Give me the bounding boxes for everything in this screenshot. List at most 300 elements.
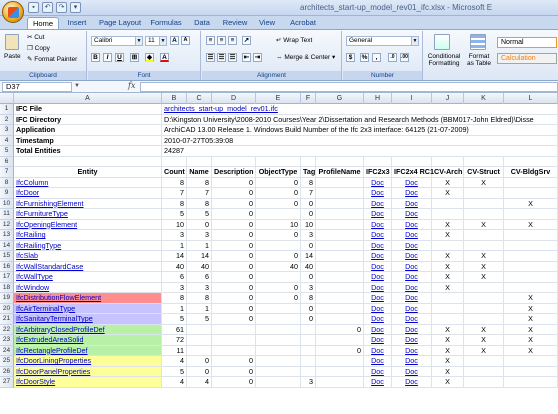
doc-link[interactable]: Doc xyxy=(392,241,432,252)
table-cell[interactable]: X xyxy=(504,220,558,231)
table-cell[interactable] xyxy=(464,209,504,220)
table-cell[interactable]: 8 xyxy=(301,293,316,304)
table-cell[interactable]: 6 xyxy=(162,272,187,283)
table-cell[interactable]: 0 xyxy=(301,304,316,315)
row-header[interactable]: 4 xyxy=(0,136,14,147)
table-cell[interactable] xyxy=(464,314,504,325)
table-cell[interactable]: 0 xyxy=(256,230,301,241)
entity-link[interactable]: IfcDoorLiningProperties xyxy=(14,356,162,367)
table-cell[interactable] xyxy=(504,272,558,283)
table-cell[interactable]: 0 xyxy=(256,251,301,262)
table-cell[interactable]: 0 xyxy=(212,272,256,283)
table-cell[interactable] xyxy=(504,356,558,367)
doc-link[interactable]: Doc xyxy=(392,314,432,325)
table-cell[interactable]: 8 xyxy=(187,293,212,304)
table-cell[interactable]: 0 xyxy=(256,199,301,210)
format-painter-button[interactable] xyxy=(27,56,77,64)
table-cell[interactable] xyxy=(316,199,364,210)
tab-acrobat[interactable]: Acrobat xyxy=(290,18,316,27)
table-cell[interactable] xyxy=(301,356,316,367)
table-cell[interactable]: X xyxy=(464,220,504,231)
column-title[interactable]: CV-Struct xyxy=(464,167,504,178)
row-header[interactable]: 22 xyxy=(0,325,14,336)
table-cell[interactable] xyxy=(316,188,364,199)
doc-link[interactable]: Doc xyxy=(364,241,392,252)
name-box[interactable]: D37 xyxy=(2,82,72,92)
decrease-decimal-icon[interactable]: .00 xyxy=(401,54,408,60)
doc-link[interactable]: Doc xyxy=(364,251,392,262)
doc-link[interactable]: Doc xyxy=(364,262,392,273)
table-cell[interactable]: 3 xyxy=(162,230,187,241)
row-header[interactable]: 21 xyxy=(0,314,14,325)
column-header[interactable]: C xyxy=(187,93,212,104)
orientation-icon[interactable]: ↗ xyxy=(243,37,250,44)
table-cell[interactable] xyxy=(301,325,316,336)
table-cell[interactable]: X xyxy=(464,251,504,262)
table-cell[interactable]: 0 xyxy=(301,241,316,252)
table-cell[interactable]: 6 xyxy=(187,272,212,283)
table-cell[interactable]: 0 xyxy=(256,283,301,294)
paste-icon[interactable] xyxy=(5,34,19,50)
table-cell[interactable]: 14 xyxy=(187,251,212,262)
row-header[interactable]: 19 xyxy=(0,293,14,304)
table-cell[interactable]: 0 xyxy=(212,293,256,304)
column-header[interactable]: J xyxy=(432,93,464,104)
row-header[interactable]: 26 xyxy=(0,367,14,378)
table-cell[interactable]: 8 xyxy=(187,199,212,210)
column-title[interactable]: ObjectType xyxy=(256,167,301,178)
entity-link[interactable]: IfcRailing xyxy=(14,230,162,241)
table-cell[interactable] xyxy=(432,157,464,168)
column-title[interactable]: CV-BldgSrv xyxy=(504,167,558,178)
table-cell[interactable]: 61 xyxy=(162,325,187,336)
row-header[interactable]: 17 xyxy=(0,272,14,283)
doc-link[interactable]: Doc xyxy=(392,199,432,210)
table-cell[interactable]: 3 xyxy=(301,283,316,294)
table-cell[interactable]: 40 xyxy=(187,262,212,273)
style-normal[interactable]: Normal xyxy=(497,37,557,48)
font-name-combo[interactable] xyxy=(91,36,143,46)
table-cell[interactable]: 0 xyxy=(212,178,256,189)
table-cell[interactable]: X xyxy=(432,188,464,199)
font-color-icon[interactable]: A xyxy=(160,53,169,62)
tab-view[interactable]: View xyxy=(258,18,276,27)
entity-link[interactable]: IfcFurnishingElement xyxy=(14,199,162,210)
column-header[interactable]: L xyxy=(504,93,558,104)
table-cell[interactable] xyxy=(464,157,504,168)
table-cell[interactable] xyxy=(316,283,364,294)
table-cell[interactable]: 5 xyxy=(162,314,187,325)
table-cell[interactable]: 4 xyxy=(162,377,187,388)
column-title[interactable]: IFC2x3 xyxy=(364,167,392,178)
column-header[interactable]: I xyxy=(392,93,432,104)
table-cell[interactable] xyxy=(316,251,364,262)
dropdown-icon[interactable]: ▾ xyxy=(70,2,81,13)
doc-link[interactable]: Doc xyxy=(364,335,392,346)
info-label[interactable]: IFC Directory xyxy=(14,115,162,126)
table-cell[interactable]: X xyxy=(464,335,504,346)
table-cell[interactable]: 0 xyxy=(256,293,301,304)
table-cell[interactable] xyxy=(316,262,364,273)
table-cell[interactable]: 7 xyxy=(162,188,187,199)
table-cell[interactable] xyxy=(316,367,364,378)
column-title[interactable]: Name xyxy=(187,167,212,178)
entity-link[interactable]: IfcRailingType xyxy=(14,241,162,252)
entity-link[interactable]: IfcFurnitureType xyxy=(14,209,162,220)
row-header[interactable]: 11 xyxy=(0,209,14,220)
row-header[interactable]: 3 xyxy=(0,125,14,136)
table-cell[interactable] xyxy=(464,188,504,199)
table-cell[interactable]: 0 xyxy=(212,220,256,231)
table-cell[interactable] xyxy=(316,272,364,283)
table-cell[interactable] xyxy=(187,335,212,346)
table-cell[interactable]: X xyxy=(432,251,464,262)
bold-button[interactable]: B xyxy=(91,53,100,62)
doc-link[interactable]: Doc xyxy=(392,220,432,231)
table-cell[interactable]: 0 xyxy=(212,356,256,367)
table-cell[interactable]: 3 xyxy=(301,230,316,241)
table-cell[interactable]: 8 xyxy=(162,199,187,210)
doc-link[interactable]: Doc xyxy=(392,230,432,241)
table-cell[interactable] xyxy=(464,241,504,252)
align-top-icon[interactable]: ≡ xyxy=(206,36,215,45)
table-cell[interactable]: X xyxy=(432,283,464,294)
table-cell[interactable]: 0 xyxy=(187,356,212,367)
table-cell[interactable]: 8 xyxy=(301,178,316,189)
table-cell[interactable] xyxy=(504,157,558,168)
table-cell[interactable]: X xyxy=(504,199,558,210)
table-cell[interactable]: 0 xyxy=(212,209,256,220)
info-label[interactable]: Application xyxy=(14,125,162,136)
table-cell[interactable] xyxy=(364,157,392,168)
tab-page-layout[interactable]: Page Layout xyxy=(98,18,142,27)
increase-decimal-icon[interactable]: .0 xyxy=(388,53,397,62)
table-cell[interactable]: 1 xyxy=(187,304,212,315)
conditional-formatting-button[interactable]: Conditional Formatting xyxy=(427,53,461,67)
table-cell[interactable] xyxy=(432,199,464,210)
table-cell[interactable] xyxy=(256,335,301,346)
wrap-text-button[interactable] xyxy=(276,37,312,45)
entity-link[interactable]: IfcArbitraryClosedProfileDef xyxy=(14,325,162,336)
table-cell[interactable]: X xyxy=(432,377,464,388)
table-cell[interactable]: 0 xyxy=(301,314,316,325)
info-value[interactable]: D:\Kingston University\2008-2010 Courses\Year 2\Dissertation and Research Methods (BBM017-John Eldred)\Disse xyxy=(162,115,558,126)
info-value[interactable]: 2010-07-27T05:39:08 xyxy=(162,136,558,147)
row-header[interactable]: 18 xyxy=(0,283,14,294)
row-header[interactable]: 2 xyxy=(0,115,14,126)
align-center-icon[interactable]: ☰ xyxy=(218,54,225,61)
formula-input[interactable] xyxy=(140,82,558,92)
table-cell[interactable]: 1 xyxy=(187,241,212,252)
table-cell[interactable]: 40 xyxy=(162,262,187,273)
table-cell[interactable] xyxy=(464,230,504,241)
table-cell[interactable]: 11 xyxy=(162,346,187,357)
doc-link[interactable]: Doc xyxy=(392,262,432,273)
align-left-icon[interactable]: ☰ xyxy=(207,54,214,61)
table-cell[interactable]: 7 xyxy=(301,188,316,199)
column-header[interactable]: B xyxy=(162,93,187,104)
table-cell[interactable]: 40 xyxy=(256,262,301,273)
table-cell[interactable] xyxy=(464,377,504,388)
currency-button[interactable]: $ xyxy=(346,53,355,62)
comma-button[interactable]: , xyxy=(372,53,381,62)
table-cell[interactable] xyxy=(256,209,301,220)
table-cell[interactable] xyxy=(464,199,504,210)
table-cell[interactable] xyxy=(432,293,464,304)
table-cell[interactable]: X xyxy=(432,335,464,346)
doc-link[interactable]: Doc xyxy=(364,209,392,220)
table-cell[interactable]: 0 xyxy=(212,262,256,273)
table-cell[interactable]: 0 xyxy=(187,367,212,378)
shrink-font-button[interactable]: A xyxy=(181,36,190,45)
entity-link[interactable]: IfcOpeningElement xyxy=(14,220,162,231)
entity-link[interactable]: IfcExtrudedAreaSolid xyxy=(14,335,162,346)
table-cell[interactable] xyxy=(464,293,504,304)
table-cell[interactable]: 8 xyxy=(187,178,212,189)
table-cell[interactable]: 0 xyxy=(301,199,316,210)
number-format-combo[interactable] xyxy=(346,36,419,46)
info-label[interactable]: Timestamp xyxy=(14,136,162,147)
table-cell[interactable]: 4 xyxy=(187,377,212,388)
table-cell[interactable]: X xyxy=(432,346,464,357)
doc-link[interactable]: Doc xyxy=(392,377,432,388)
doc-link[interactable]: Doc xyxy=(364,178,392,189)
table-cell[interactable] xyxy=(256,272,301,283)
table-cell[interactable]: 0 xyxy=(316,325,364,336)
table-cell[interactable]: X xyxy=(504,304,558,315)
doc-link[interactable]: Doc xyxy=(364,325,392,336)
table-cell[interactable]: 0 xyxy=(212,367,256,378)
doc-link[interactable]: Doc xyxy=(392,367,432,378)
table-cell[interactable]: 7 xyxy=(187,188,212,199)
table-cell[interactable]: X xyxy=(504,346,558,357)
table-cell[interactable]: 0 xyxy=(212,314,256,325)
tab-insert[interactable]: Insert xyxy=(67,18,87,27)
row-header[interactable]: 6 xyxy=(0,157,14,168)
table-cell[interactable] xyxy=(504,262,558,273)
row-header[interactable]: 24 xyxy=(0,346,14,357)
table-cell[interactable] xyxy=(187,157,212,168)
office-button[interactable] xyxy=(2,1,24,23)
merge-center-button[interactable]: ⇔ Merge & Center ▾ xyxy=(276,54,336,61)
entity-link[interactable]: IfcColumn xyxy=(14,178,162,189)
entity-link[interactable]: IfcSanitaryTerminalType xyxy=(14,314,162,325)
column-title[interactable]: Count xyxy=(162,167,187,178)
table-cell[interactable] xyxy=(256,346,301,357)
row-header[interactable]: 16 xyxy=(0,262,14,273)
table-cell[interactable]: 0 xyxy=(212,199,256,210)
column-header[interactable]: K xyxy=(464,93,504,104)
table-cell[interactable] xyxy=(464,304,504,315)
table-cell[interactable]: X xyxy=(432,272,464,283)
entity-link[interactable]: IfcDoorPanelProperties xyxy=(14,367,162,378)
doc-link[interactable]: Doc xyxy=(364,367,392,378)
table-cell[interactable]: 10 xyxy=(256,220,301,231)
column-header[interactable]: H xyxy=(364,93,392,104)
table-cell[interactable] xyxy=(504,209,558,220)
chevron-down-icon[interactable]: ▼ xyxy=(74,83,80,89)
tab-data[interactable]: Data xyxy=(194,18,210,27)
italic-button[interactable]: I xyxy=(103,53,112,62)
table-cell[interactable] xyxy=(301,157,316,168)
table-cell[interactable]: 4 xyxy=(162,356,187,367)
column-title[interactable]: Entity xyxy=(14,167,162,178)
table-cell[interactable] xyxy=(432,314,464,325)
info-value[interactable]: architects_start-up_model_rev01.ifc xyxy=(162,104,558,115)
table-cell[interactable] xyxy=(256,241,301,252)
doc-link[interactable]: Doc xyxy=(392,304,432,315)
table-cell[interactable]: X xyxy=(432,367,464,378)
table-cell[interactable]: 1 xyxy=(162,241,187,252)
doc-link[interactable]: Doc xyxy=(364,283,392,294)
table-cell[interactable]: X xyxy=(464,178,504,189)
table-cell[interactable]: 0 xyxy=(256,188,301,199)
table-cell[interactable] xyxy=(212,335,256,346)
table-cell[interactable] xyxy=(256,304,301,315)
table-cell[interactable]: 10 xyxy=(301,220,316,231)
doc-link[interactable]: Doc xyxy=(364,230,392,241)
table-cell[interactable]: 40 xyxy=(301,262,316,273)
table-cell[interactable]: 0 xyxy=(301,272,316,283)
doc-link[interactable]: Doc xyxy=(392,272,432,283)
decrease-indent-icon[interactable]: ⇤ xyxy=(243,54,250,61)
table-cell[interactable] xyxy=(464,367,504,378)
table-cell[interactable] xyxy=(432,241,464,252)
table-cell[interactable]: X xyxy=(432,356,464,367)
column-header[interactable]: F xyxy=(301,93,316,104)
table-cell[interactable]: 3 xyxy=(187,283,212,294)
table-cell[interactable] xyxy=(14,157,162,168)
table-cell[interactable] xyxy=(256,314,301,325)
column-title[interactable]: Description xyxy=(212,167,256,178)
row-header[interactable]: 27 xyxy=(0,377,14,388)
row-header[interactable]: 10 xyxy=(0,199,14,210)
row-header[interactable]: 23 xyxy=(0,335,14,346)
doc-link[interactable]: Doc xyxy=(392,188,432,199)
table-cell[interactable] xyxy=(504,241,558,252)
table-cell[interactable] xyxy=(212,325,256,336)
table-cell[interactable]: 0 xyxy=(256,178,301,189)
table-cell[interactable] xyxy=(432,209,464,220)
table-cell[interactable]: 3 xyxy=(162,283,187,294)
entity-link[interactable]: IfcSlab xyxy=(14,251,162,262)
table-cell[interactable] xyxy=(256,377,301,388)
entity-link[interactable]: IfcAirTerminalType xyxy=(14,304,162,315)
row-header[interactable]: 13 xyxy=(0,230,14,241)
table-cell[interactable]: X xyxy=(432,262,464,273)
table-cell[interactable]: 10 xyxy=(162,220,187,231)
table-cell[interactable]: 72 xyxy=(162,335,187,346)
align-middle-icon[interactable]: ≡ xyxy=(217,36,226,45)
table-cell[interactable]: 0 xyxy=(212,251,256,262)
table-cell[interactable]: 8 xyxy=(162,293,187,304)
table-cell[interactable] xyxy=(316,335,364,346)
select-all-corner[interactable] xyxy=(0,93,14,104)
percent-button[interactable]: % xyxy=(361,54,368,61)
table-cell[interactable]: 0 xyxy=(212,304,256,315)
doc-link[interactable]: Doc xyxy=(364,220,392,231)
table-cell[interactable] xyxy=(504,251,558,262)
table-cell[interactable]: 3 xyxy=(301,377,316,388)
table-cell[interactable] xyxy=(504,367,558,378)
table-cell[interactable] xyxy=(464,283,504,294)
table-cell[interactable] xyxy=(301,346,316,357)
style-calculation[interactable]: Calculation xyxy=(497,53,557,64)
row-header[interactable]: 1 xyxy=(0,104,14,115)
table-cell[interactable]: X xyxy=(504,293,558,304)
function-icon[interactable]: fx xyxy=(128,81,136,90)
table-cell[interactable] xyxy=(392,157,432,168)
table-cell[interactable] xyxy=(256,325,301,336)
column-header[interactable]: G xyxy=(316,93,364,104)
table-cell[interactable] xyxy=(316,209,364,220)
table-cell[interactable]: X xyxy=(432,220,464,231)
underline-button[interactable]: U xyxy=(115,53,124,62)
table-cell[interactable] xyxy=(504,188,558,199)
table-cell[interactable]: X xyxy=(464,272,504,283)
doc-link[interactable]: Doc xyxy=(364,377,392,388)
grow-font-button[interactable]: A xyxy=(170,36,179,45)
info-label[interactable]: IFC File xyxy=(14,104,162,115)
tab-formulas[interactable]: Formulas xyxy=(150,18,182,27)
table-cell[interactable]: X xyxy=(504,314,558,325)
row-header[interactable]: 20 xyxy=(0,304,14,315)
cut-button[interactable] xyxy=(27,34,44,42)
increase-indent-icon[interactable]: ⇥ xyxy=(254,54,261,61)
undo-icon[interactable]: ↶ xyxy=(42,2,53,13)
table-cell[interactable]: 0 xyxy=(212,188,256,199)
table-cell[interactable] xyxy=(316,157,364,168)
entity-link[interactable]: IfcRectangleProfileDef xyxy=(14,346,162,357)
fill-color-icon[interactable]: ◆ xyxy=(147,54,152,61)
table-cell[interactable] xyxy=(504,230,558,241)
doc-link[interactable]: Doc xyxy=(392,335,432,346)
table-cell[interactable] xyxy=(504,178,558,189)
table-cell[interactable]: 5 xyxy=(187,314,212,325)
table-cell[interactable]: 14 xyxy=(162,251,187,262)
entity-link[interactable]: IfcWindow xyxy=(14,283,162,294)
table-cell[interactable] xyxy=(316,178,364,189)
table-cell[interactable] xyxy=(504,283,558,294)
align-bottom-icon[interactable]: ≡ xyxy=(228,36,237,45)
doc-link[interactable]: Doc xyxy=(364,199,392,210)
column-title[interactable]: CV-Arch xyxy=(434,167,463,176)
table-cell[interactable] xyxy=(316,356,364,367)
row-header[interactable]: 12 xyxy=(0,220,14,231)
doc-link[interactable]: Doc xyxy=(392,283,432,294)
table-cell[interactable] xyxy=(432,304,464,315)
tab-home[interactable]: Home xyxy=(27,17,59,29)
column-title[interactable]: ProfileName xyxy=(316,167,364,178)
doc-link[interactable]: Doc xyxy=(392,251,432,262)
row-header[interactable]: 15 xyxy=(0,251,14,262)
table-cell[interactable]: 8 xyxy=(162,178,187,189)
table-cell[interactable]: X xyxy=(464,346,504,357)
table-cell[interactable] xyxy=(316,377,364,388)
save-icon[interactable]: ▪ xyxy=(28,2,39,13)
entity-link[interactable]: IfcDistributionFlowElement xyxy=(14,293,162,304)
table-cell[interactable]: 1 xyxy=(162,304,187,315)
column-header[interactable]: D xyxy=(212,93,256,104)
table-cell[interactable]: 0 xyxy=(212,241,256,252)
align-right-icon[interactable]: ☰ xyxy=(229,54,236,61)
table-cell[interactable]: 0 xyxy=(212,377,256,388)
doc-link[interactable]: Doc xyxy=(392,178,432,189)
doc-link[interactable]: Doc xyxy=(364,293,392,304)
font-size-combo[interactable] xyxy=(145,36,167,46)
row-header[interactable]: 5 xyxy=(0,146,14,157)
row-header[interactable]: 7 xyxy=(0,167,14,178)
